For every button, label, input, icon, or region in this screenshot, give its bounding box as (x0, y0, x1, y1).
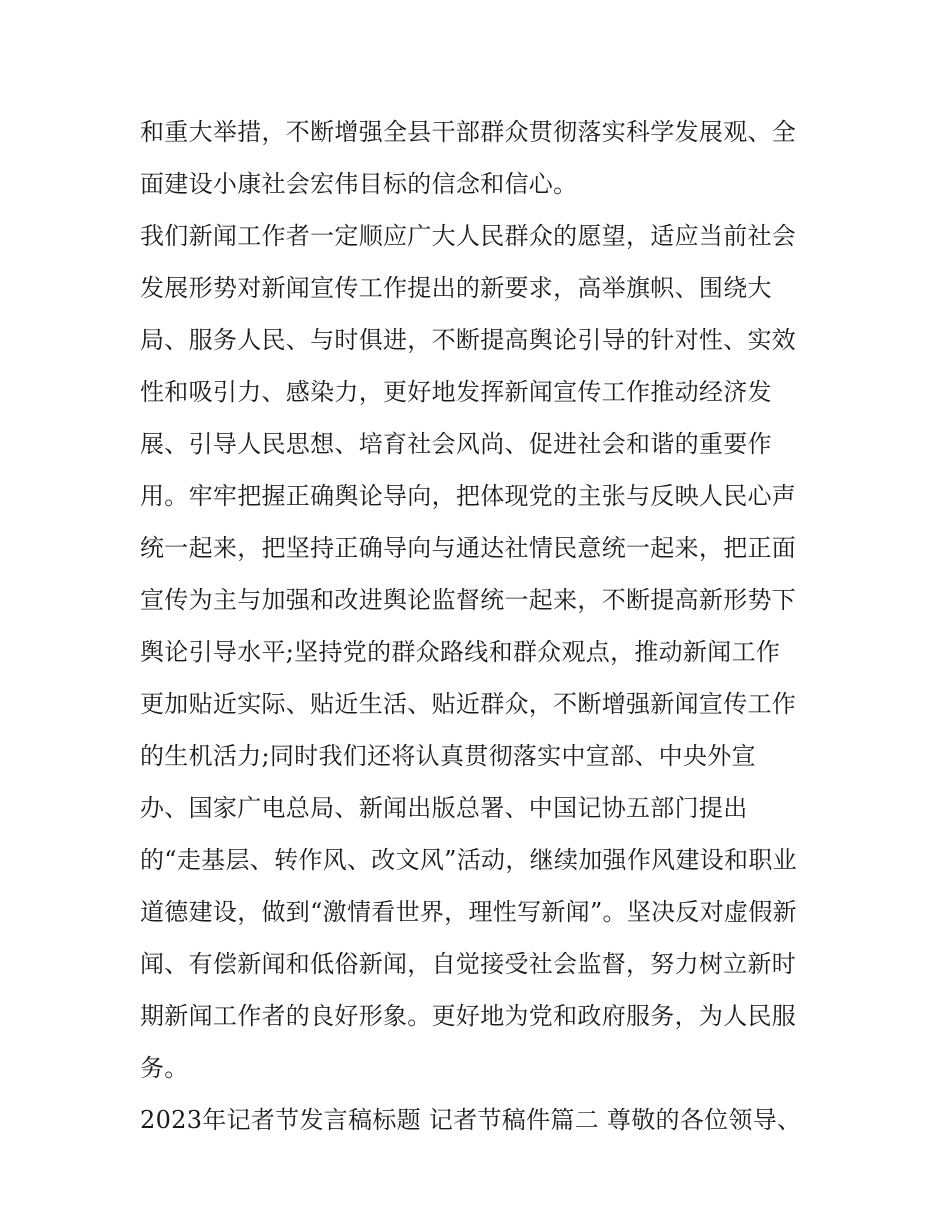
text-line: 2023年记者节发言稿标题 记者节稿件篇二 尊敬的各位领导、 (140, 1106, 802, 1134)
text-line: 用。牢牢把握正确舆论导向，把体现党的主张与反映人民心声 (140, 482, 797, 510)
text-line: 道德建设，做到“激情看世界，理性写新闻”。坚决反对虚假新 (140, 898, 797, 926)
text-line: 期新闻工作者的良好形象。更好地为党和政府服务，为人民服 (140, 1002, 797, 1030)
text-line: 更加贴近实际、贴近生活、贴近群众，不断增强新闻宣传工作 (140, 690, 797, 718)
text-line: 统一起来，把坚持正确导向与通达社情民意统一起来，把正面 (140, 534, 797, 562)
text-line: 我们新闻工作者一定顺应广大人民群众的愿望，适应当前社会 (140, 222, 797, 250)
text-line: 和重大举措，不断增强全县干部群众贯彻落实科学发展观、全 (140, 118, 797, 146)
text-line: 务。 (140, 1054, 189, 1082)
text-line: 宣传为主与加强和改进舆论监督统一起来，不断提高新形势下 (140, 586, 797, 614)
text-line: 面建设小康社会宏伟目标的信念和信心。 (140, 170, 578, 198)
text-line: 办、国家广电总局、新闻出版总署、中国记协五部门提出 (140, 794, 748, 822)
text-line: 的生机活力;同时我们还将认真贯彻落实中宣部、中央外宣 (140, 742, 756, 770)
body-text (140, 106, 830, 1146)
text-line: 局、服务人民、与时俱进，不断提高舆论引导的针对性、实效 (140, 326, 797, 354)
text-line: 性和吸引力、感染力，更好地发挥新闻宣传工作推动经济发 (140, 378, 772, 406)
text-line: 闻、有偿新闻和低俗新闻，自觉接受社会监督，努力树立新时 (140, 950, 797, 978)
text-line: 发展形势对新闻宣传工作提出的新要求，高举旗帜、围绕大 (140, 274, 772, 302)
text-line: 的“走基层、转作风、改文风”活动，继续加强作风建设和职业 (140, 846, 797, 874)
text-line: 展、引导人民思想、培育社会风尚、促进社会和谐的重要作 (140, 430, 772, 458)
text-line: 舆论引导水平;坚持党的群众路线和群众观点，推动新闻工作 (140, 638, 781, 666)
